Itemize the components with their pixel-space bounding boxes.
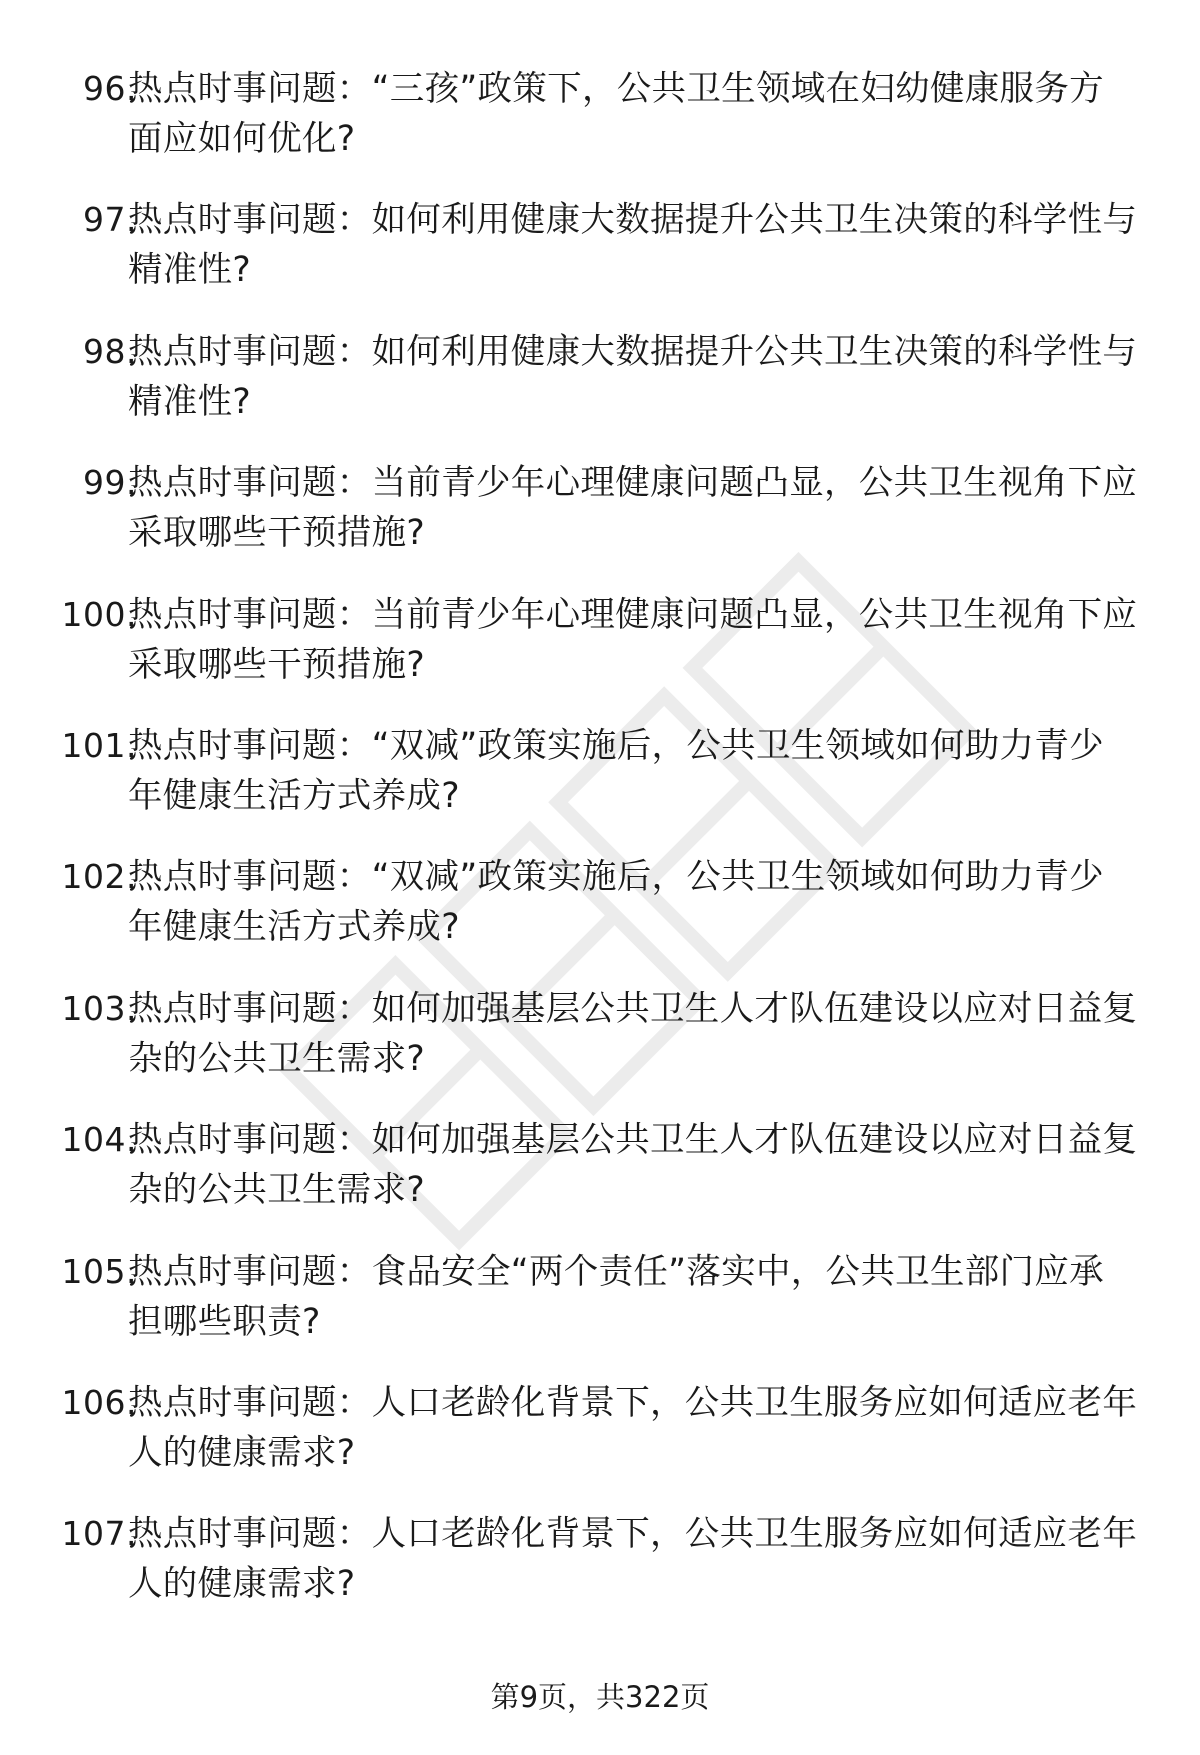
page-footer: 第9页，共322页 xyxy=(490,1680,710,1714)
question-text: 热点时事问题：食品安全“两个责任”落实中，公共卫生部门应承担哪些职责? xyxy=(128,1251,1104,1342)
question-text: 热点时事问题：如何加强基层公共卫生人才队伍建设以应对日益复杂的公共卫生需求? xyxy=(128,988,1138,1079)
question-text: 热点时事问题：人口老龄化背景下，公共卫生服务应如何适应老年人的健康需求? xyxy=(128,1382,1138,1473)
question-text: 热点时事问题：如何利用健康大数据提升公共卫生决策的科学性与精准性? xyxy=(128,331,1138,422)
question-text: 热点时事问题：人口老龄化背景下，公共卫生服务应如何适应老年人的健康需求? xyxy=(128,1514,1138,1605)
question-text: 热点时事问题：如何加强基层公共卫生人才队伍建设以应对日益复杂的公共卫生需求? xyxy=(128,1120,1138,1211)
question-item xyxy=(0,1105,1200,1236)
question-number: 101. xyxy=(61,725,137,765)
question-number: 97. xyxy=(83,200,137,240)
question-text: 热点时事问题：“双减”政策实施后，公共卫生领域如何助力青少年健康生活方式养成? xyxy=(128,725,1104,816)
question-text: 热点时事问题：当前青少年心理健康问题凸显，公共卫生视角下应采取哪些干预措施? xyxy=(128,463,1138,554)
question-number: 103. xyxy=(61,988,137,1028)
question-item xyxy=(0,1237,1200,1368)
question-number: 104. xyxy=(61,1120,137,1160)
question-number: 98. xyxy=(83,331,137,371)
question-item xyxy=(0,842,1200,973)
question-item xyxy=(0,54,1200,185)
question-number: 100. xyxy=(61,594,137,634)
question-item xyxy=(0,448,1200,579)
question-item xyxy=(0,974,1200,1105)
question-number: 105. xyxy=(61,1251,137,1291)
question-number: 107. xyxy=(61,1514,137,1554)
question-text: 热点时事问题：“双减”政策实施后，公共卫生领域如何助力青少年健康生活方式养成? xyxy=(128,857,1104,948)
question-item xyxy=(0,1368,1200,1499)
question-number: 106. xyxy=(61,1382,137,1422)
question-text: 热点时事问题：如何利用健康大数据提升公共卫生决策的科学性与精准性? xyxy=(128,200,1138,291)
question-number: 102. xyxy=(61,857,137,897)
question-list xyxy=(0,54,1200,1631)
question-item xyxy=(0,1499,1200,1630)
question-item xyxy=(0,317,1200,448)
question-text: 热点时事问题：“三孩”政策下，公共卫生领域在妇幼健康服务方面应如何优化? xyxy=(128,69,1104,159)
question-item xyxy=(0,185,1200,316)
question-item xyxy=(0,711,1200,842)
question-text: 热点时事问题：当前青少年心理健康问题凸显，公共卫生视角下应采取哪些干预措施? xyxy=(128,594,1138,685)
question-number: 99. xyxy=(83,463,137,503)
question-item xyxy=(0,580,1200,711)
question-number: 96. xyxy=(83,69,137,108)
